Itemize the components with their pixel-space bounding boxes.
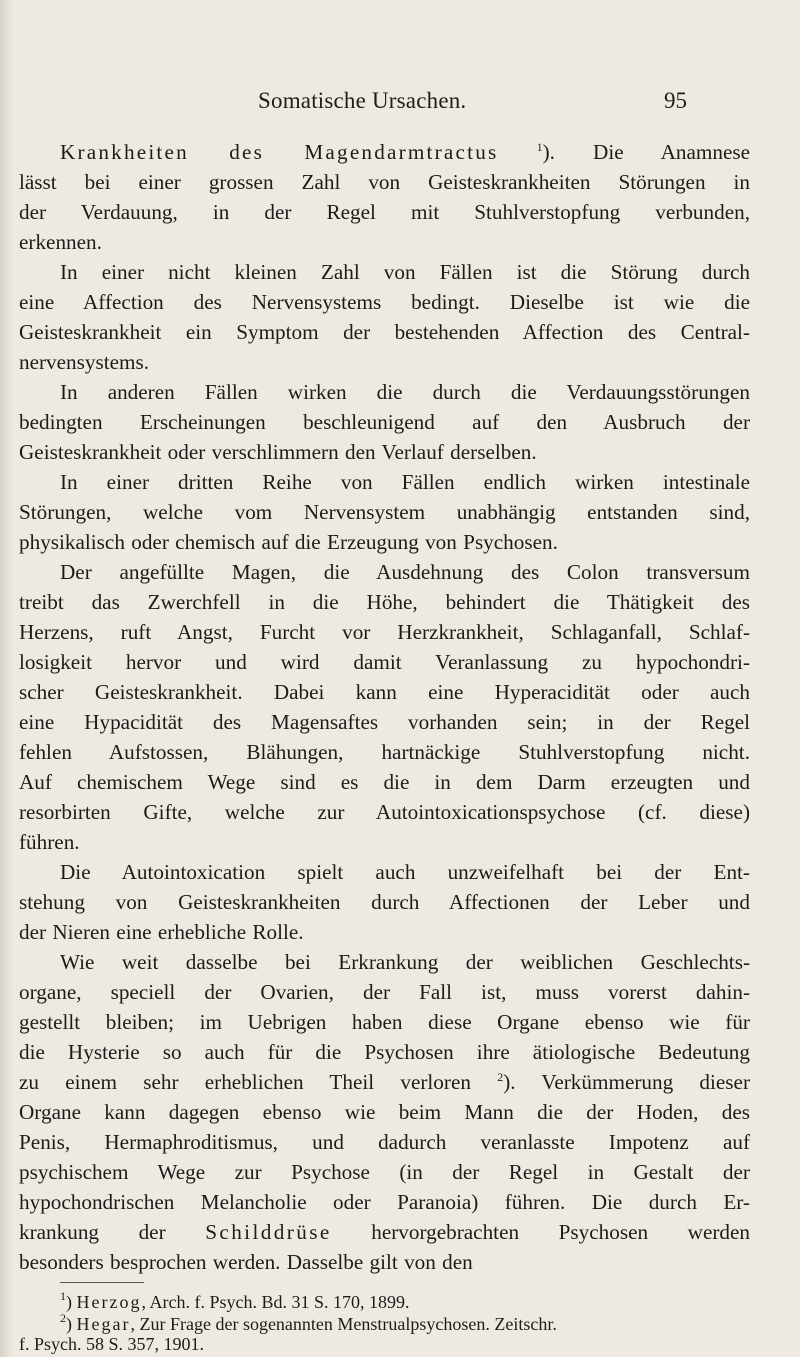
text-line: die Hysterie so auch für die Psychosen ihre ätiologische Bedeutung <box>19 1040 750 1064</box>
text-line: Auf chemischem Wege sind es die in dem Darm erzeugten und <box>19 770 750 794</box>
text-line: Wie weit dasselbe bei Erkrankung der weiblichen Geschlechts- <box>60 950 750 974</box>
text-line: physikalisch oder chemisch auf die Erzeugung von Psychosen. <box>19 530 558 554</box>
text-line: Der angefüllte Magen, die Ausdehnung des Colon transversum <box>60 560 750 584</box>
running-title: Somatische Ursachen. <box>258 88 467 113</box>
text-line: Die Autointoxication spielt auch unzweifelhaft bei der Ent- <box>60 860 750 884</box>
footnote-divider <box>60 1282 144 1283</box>
text-line: psychischem Wege zur Psychose (in der Regel in Gestalt der <box>19 1160 750 1184</box>
text-line: Geisteskrankheit ein Symptom der bestehenden Affection des Central- <box>19 320 750 344</box>
spaced-term: Schilddrüse <box>205 1220 332 1244</box>
text-line: besonders besprochen werden. Dasselbe gilt von den <box>19 1250 473 1274</box>
page-number: 95 <box>664 88 687 113</box>
text-line: der Verdauung, in der Regel mit Stuhlverstopfung verbunden, <box>19 200 750 224</box>
text-line: fehlen Aufstossen, Blähungen, hartnäckige Stuhlverstopfung nicht. <box>19 740 750 764</box>
text-line: losigkeit hervor und wird damit Veranlassung zu hypochondri- <box>19 650 750 674</box>
text-line: Herzens, ruft Angst, Furcht vor Herzkrankheit, Schlaganfall, Schlaf- <box>19 620 750 644</box>
text-line: stehung von Geisteskrankheiten durch Affectionen der Leber und <box>19 890 750 914</box>
text-line: der Nieren eine erhebliche Rolle. <box>19 920 304 944</box>
text-line: treibt das Zwerchfell in die Höhe, behindert die Thätigkeit des <box>19 590 750 614</box>
text-line: resorbirten Gifte, welche zur Autointoxicationspsychose (cf. diese) <box>19 800 750 824</box>
text-line: Organe kann dagegen ebenso wie beim Mann die der Hoden, des <box>19 1100 750 1124</box>
text-line: scher Geisteskrankheit. Dabei kann eine Hyperacidität oder auch <box>19 680 750 704</box>
text-line: Störungen, welche vom Nervensystem unabhängig entstanden sind, <box>19 500 750 524</box>
text-line: erkennen. <box>19 230 102 254</box>
text-line: Geisteskrankheit oder verschlimmern den Verlauf derselben. <box>19 440 537 464</box>
spaced-heading: Krankheiten des Magendarmtractus <box>60 140 499 164</box>
text-line: organe, speciell der Ovarien, der Fall ist, muss vorerst dahin- <box>19 980 750 1004</box>
footnote-2-continuation: f. Psych. 58 S. 357, 1901. <box>19 1334 205 1354</box>
footnote-ref: 1 <box>536 140 543 154</box>
text-line: In einer nicht kleinen Zahl von Fällen ist die Störung durch <box>60 260 750 284</box>
text-line: Krankheiten des Magendarmtractus $^1$). Die Anamnese <box>60 140 750 164</box>
text-line: zu einem sehr erheblichen Theil verloren $^2$). Verkümmerung dieser <box>19 1070 751 1094</box>
page-header <box>0 88 800 118</box>
text-line: führen. <box>19 830 80 854</box>
text-line: In anderen Fällen wirken die durch die Verdauungsstörungen <box>60 380 750 404</box>
text-line: hypochondrischen Melancholie oder Paranoia) führen. Die durch Er- <box>19 1190 750 1214</box>
text-line: krankung der Schilddrüse hervorgebrachten Psychosen werden <box>19 1220 750 1244</box>
footnote-2: $^2$) Hegar, Zur Frage der sogenannten Menstrualpsychosen. Zeitschr. <box>60 1311 557 1334</box>
text-line: bedingten Erscheinungen beschleunigend auf den Ausbruch der <box>19 410 750 434</box>
text-line: lässt bei einer grossen Zahl von Geisteskrankheiten Störungen in <box>19 170 750 194</box>
text-line: eine Affection des Nervensystems bedingt. Dieselbe ist wie die <box>19 290 750 314</box>
text-line: gestellt bleiben; im Uebrigen haben diese Organe ebenso wie für <box>19 1010 750 1034</box>
footnote-ref: 2 <box>497 1070 504 1084</box>
text-line: eine Hypacidität des Magensaftes vorhanden sein; in der Regel <box>19 710 750 734</box>
scan-page-edge <box>0 0 14 1357</box>
text-line: nervensystems. <box>19 350 150 374</box>
text-line: Penis, Hermaphroditismus, und dadurch veranlasste Impotenz auf <box>19 1130 750 1154</box>
text-line: In einer dritten Reihe von Fällen endlich wirken intestinale <box>60 470 750 494</box>
footnote-1: $^1$) Herzog, Arch. f. Psych. Bd. 31 S. 170, 1899. <box>60 1289 410 1312</box>
